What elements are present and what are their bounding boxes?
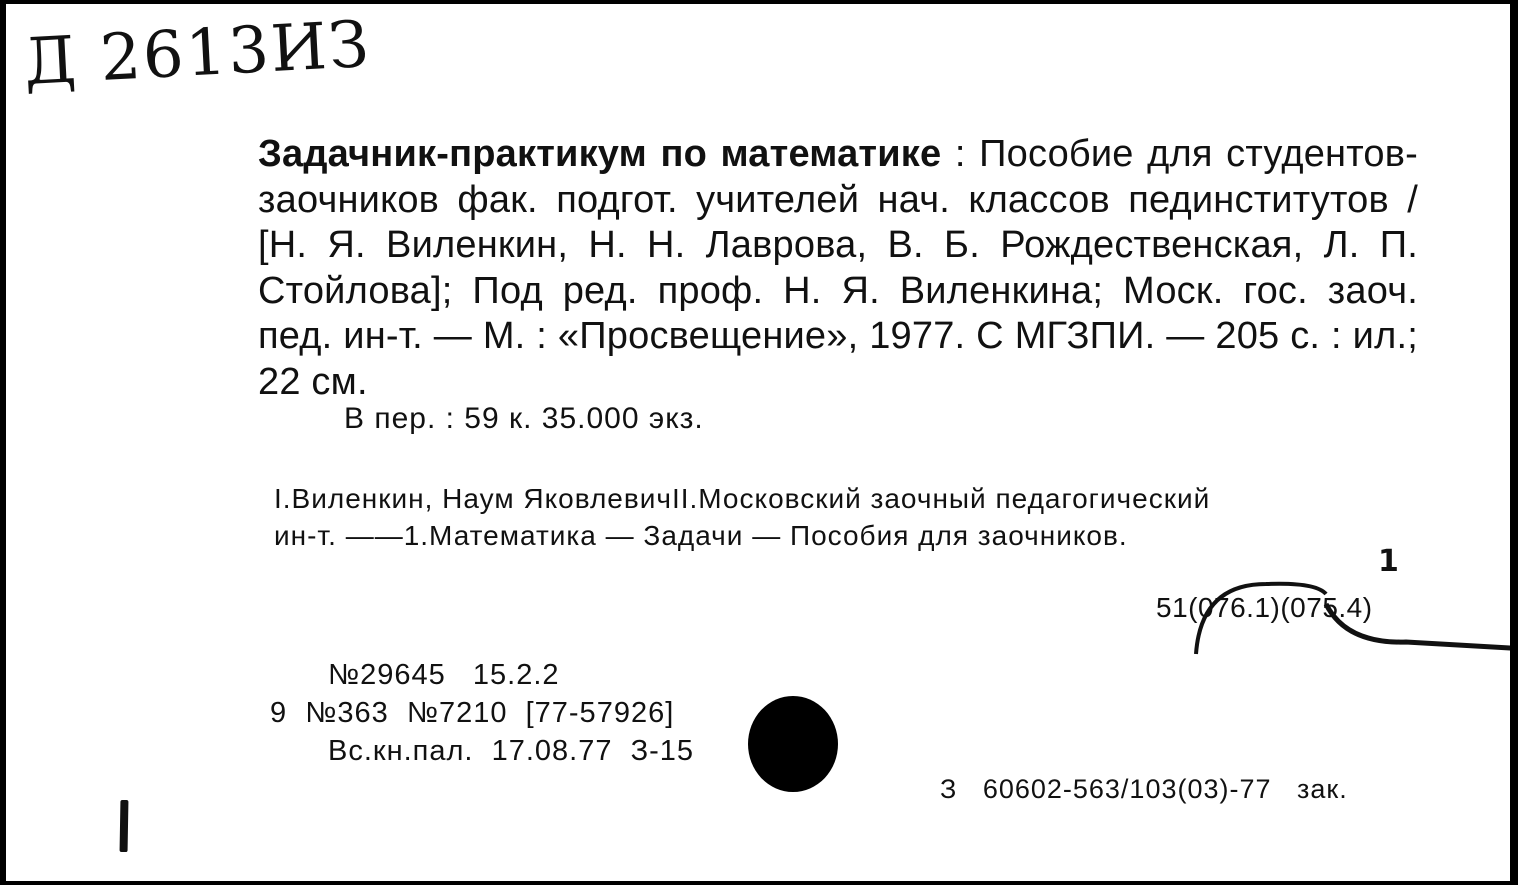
price-and-print-run: В пер. : 59 к. 35.000 экз.: [344, 402, 704, 435]
ink-mark: [120, 800, 129, 852]
ink-blot: [748, 696, 838, 792]
handwritten-call-number: Д 2613ИЗ: [22, 7, 373, 100]
tracing-line-1: I.Виленкин, Наум ЯковлевичII.Московский заочный педагогический: [274, 483, 1211, 514]
registry-row-1: №29645 15.2.2: [328, 659, 560, 691]
registry-row-2: 9 №363 №7210 [77-57926]: [270, 697, 675, 729]
description-body: : Пособие для студентов-заочников фак. подгот. учителей нач. классов пединститутов / [Н. Я. Виленкин, Н. Н. Лаврова, В. Б. Рождественская, Л. П. Стойлова]; Под ред. проф. Н. Я. Виленкина; Моск. гос. заоч. пед. ин-т. — М. : «Просвещение», 1977. С МГЗПИ. — 205 с. : ил.; 22 см.: [258, 133, 1418, 403]
publisher-code: З 60602-563/103(03)-77 зак.: [940, 774, 1348, 804]
subject-tracings: [274, 480, 1449, 554]
tracing-line-2: ин-т. ——1.Математика — Задачи — Пособия для заочников.: [274, 520, 1128, 551]
registry-row-3: Вс.кн.пал. 17.08.77 З-15: [328, 735, 695, 767]
book-title: Задачник-практикум по математике: [258, 133, 942, 175]
udc-classification: 51(076.1)(075.4): [1156, 592, 1373, 623]
bibliographic-description: [258, 132, 1418, 405]
udc-handwritten-mark: 1: [1378, 544, 1399, 579]
registry-numbers: [270, 656, 694, 770]
catalog-card: [6, 4, 1510, 881]
